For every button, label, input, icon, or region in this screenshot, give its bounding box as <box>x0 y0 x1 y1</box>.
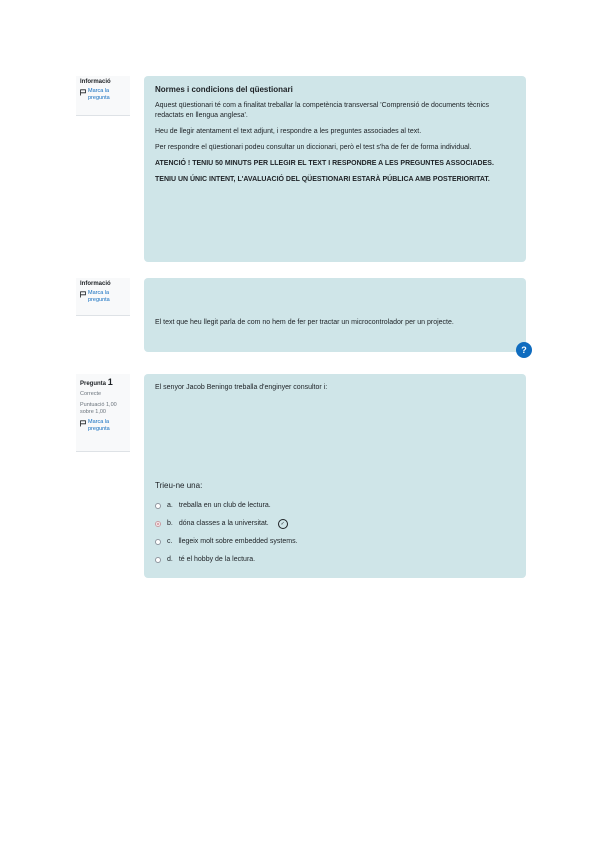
radio-button[interactable] <box>155 557 161 563</box>
flag-icon <box>80 291 86 298</box>
answer-option-b[interactable] <box>155 515 515 533</box>
option-text: dóna classes a la universitat. <box>178 520 269 527</box>
answer-option-c[interactable] <box>155 533 515 551</box>
option-letter: b. <box>167 520 173 527</box>
flag-label: Marca la pregunta <box>88 290 110 303</box>
question-state: Correcte <box>80 391 102 397</box>
flag-label: Marca la pregunta <box>88 419 110 432</box>
correct-feedback-icon: ✓ <box>278 519 288 529</box>
option-text: llegeix molt sobre embedded systems. <box>178 538 298 545</box>
flag-label: Marca la pregunta <box>88 88 110 101</box>
info-type-label: Informació <box>80 79 111 85</box>
option-letter: a. <box>167 502 173 509</box>
question-sidebar <box>76 374 130 452</box>
rules-paragraph: Heu de llegir atentament el text adjunt, i respondre a les preguntes associades al text. <box>155 128 422 135</box>
rules-paragraph: Aquest qüestionari té com a finalitat treballar la competència transversal 'Comprensió de documents tècnics redactats en llengua anglesa'. <box>155 102 490 119</box>
question-icon[interactable]: ? <box>516 342 532 358</box>
radio-button-checked[interactable] <box>155 521 161 527</box>
question-number: 1 <box>107 377 113 387</box>
radio-button[interactable] <box>155 503 161 509</box>
rules-paragraph: Per respondre el qüestionari podeu consultar un diccionari, però el test s'ha de fer de forma individual. <box>155 144 472 151</box>
answer-option-a[interactable] <box>155 497 515 515</box>
option-text: té el hobby de la lectura. <box>178 556 256 563</box>
flag-question-link[interactable] <box>80 290 126 304</box>
question-text: El senyor Jacob Beningo treballa d'enginyer consultor i: <box>155 384 328 391</box>
flag-icon <box>80 420 86 427</box>
summary-text: El text que heu llegit parla de com no hem de fer per tractar un microcontrolador per un projecte. <box>155 319 454 326</box>
question-score: Puntuació 1,00 sobre 1,00 <box>80 402 117 415</box>
answer-options <box>155 497 515 569</box>
flag-icon <box>80 89 86 96</box>
answer-option-d[interactable] <box>155 551 515 569</box>
info-type-label: Informació <box>80 281 111 287</box>
rules-warning: TENIU UN ÚNIC INTENT, L'AVALUACIÓ DEL QÜESTIONARI ESTARÀ PÚBLICA AMB POSTERIORITAT. <box>155 176 490 183</box>
question-content <box>144 374 526 578</box>
option-letter: d. <box>167 556 173 563</box>
rules-title: Normes i condicions del qüestionari <box>155 85 293 94</box>
option-letter: c. <box>167 538 173 545</box>
question-prompt: Trieu-ne una: <box>155 481 203 490</box>
info-sidebar <box>76 76 130 116</box>
info-content <box>144 76 526 262</box>
question-label: Pregunta 1 <box>80 377 113 387</box>
radio-button[interactable] <box>155 539 161 545</box>
rules-warning: ATENCIÓ ! TENIU 50 MINUTS PER LLEGIR EL TEXT I RESPONDRE A LES PREGUNTES ASSOCIADES. <box>155 160 494 167</box>
flag-question-link[interactable] <box>80 88 126 102</box>
info-sidebar <box>76 278 130 316</box>
flag-question-link[interactable] <box>80 419 126 433</box>
info-content <box>144 278 527 355</box>
option-text: treballa en un club de lectura. <box>178 502 271 509</box>
